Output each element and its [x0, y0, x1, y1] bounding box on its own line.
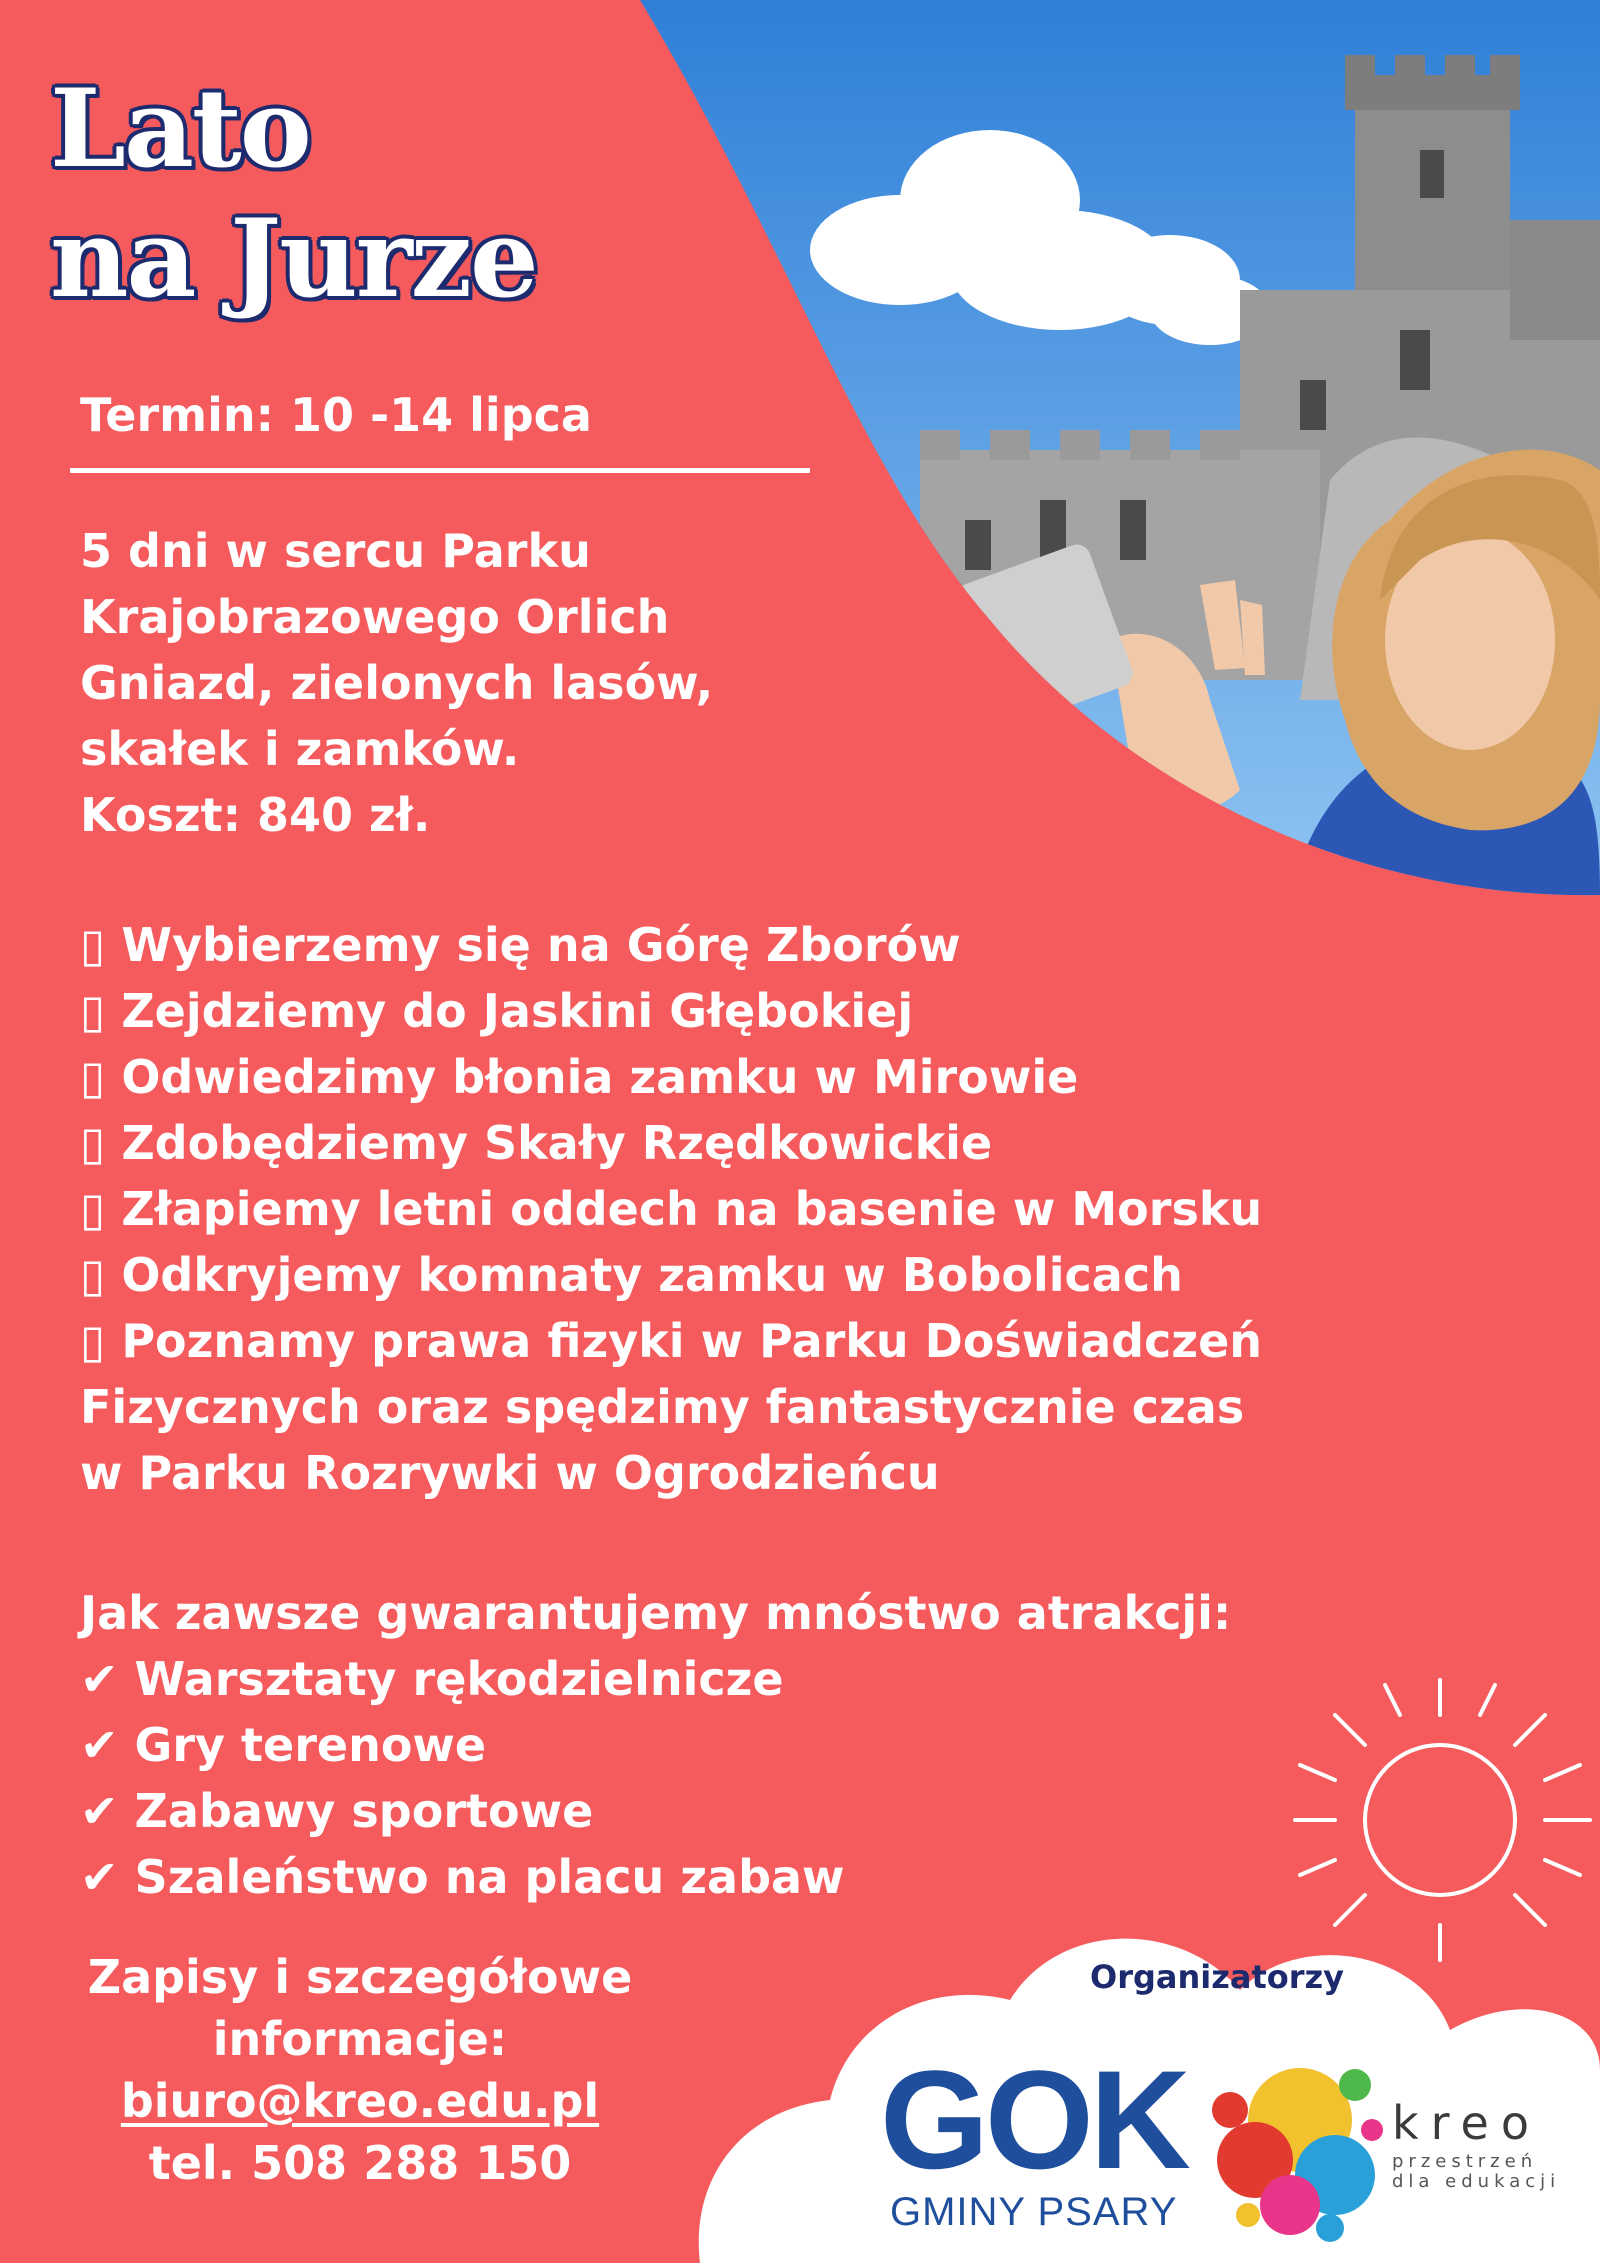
contact-email-link[interactable]: biuro@kreo.edu.pl: [120, 2074, 600, 2128]
kreo-logo-text: kreo: [1392, 2096, 1541, 2150]
divider-line: [70, 468, 810, 473]
intro-line: 5 dni w sercu Parku: [80, 524, 591, 578]
title-line-1: Lato: [50, 66, 310, 192]
gok-logo-subtitle: GMINY PSARY: [890, 2190, 1178, 2234]
activity-item: ▯ Zejdziemy do Jaskini Głębokiej: [80, 984, 914, 1038]
intro-line: skałek i zamków.: [80, 722, 520, 776]
intro-text: [80, 518, 713, 848]
activity-item: ▯ Odkryjemy komnaty zamku w Bobolicach: [80, 1248, 1183, 1302]
term-text: Termin: 10 -14 lipca: [80, 388, 592, 442]
contact-block: [40, 1946, 680, 2194]
attractions-list: [80, 1580, 1231, 1910]
attraction-item: ✔ Zabawy sportowe: [80, 1784, 594, 1838]
contact-phone: tel. 508 288 150: [148, 2136, 572, 2190]
intro-line: Gniazd, zielonych lasów,: [80, 656, 714, 710]
kreo-subtitle-line-1: przestrzeń: [1392, 2151, 1538, 2172]
attractions-heading: Jak zawsze gwarantujemy mnóstwo atrakcji:: [80, 1586, 1232, 1640]
contact-line-1: Zapisy i szczegółowe: [87, 1950, 633, 2004]
activities-list: [80, 912, 1262, 1506]
attraction-item: ✔ Gry terenowe: [80, 1718, 487, 1772]
title-line-2: na Jurze: [50, 196, 537, 322]
activity-item: ▯ Poznamy prawa fizyki w Parku Doświadczeń: [80, 1314, 1263, 1368]
attraction-item: ✔ Szaleństwo na placu zabaw: [80, 1850, 845, 1904]
kreo-logo-subtitle: [1392, 2152, 1560, 2192]
activity-item: ▯ Zdobędziemy Skały Rzędkowickie: [80, 1116, 993, 1170]
activity-item: ▯ Wybierzemy się na Górę Zborów: [80, 918, 961, 972]
contact-line-2: informacje:: [212, 2012, 508, 2066]
organizers-heading: Organizatorzy: [1090, 1958, 1344, 1996]
activity-item: ▯ Złapiemy letni oddech na basenie w Morsku: [80, 1182, 1263, 1236]
gok-logo: GOK: [880, 2041, 1187, 2198]
intro-line: Krajobrazowego Orlich: [80, 590, 670, 644]
castle-photo: [600, 0, 1600, 900]
kreo-subtitle-line-2: dla edukacji: [1392, 2171, 1561, 2192]
sun-doodle: [1295, 1680, 1590, 1960]
attraction-item: ✔ Warsztaty rękodzielnicze: [80, 1652, 784, 1706]
activity-item: ▯ Odwiedzimy błonia zamku w Mirowie: [80, 1050, 1079, 1104]
activity-item: Fizycznych oraz spędzimy fantastycznie czas: [80, 1380, 1245, 1434]
activity-item: w Parku Rozrywki w Ogrodzieńcu: [80, 1446, 940, 1500]
intro-line: Koszt: 840 zł.: [80, 788, 431, 842]
